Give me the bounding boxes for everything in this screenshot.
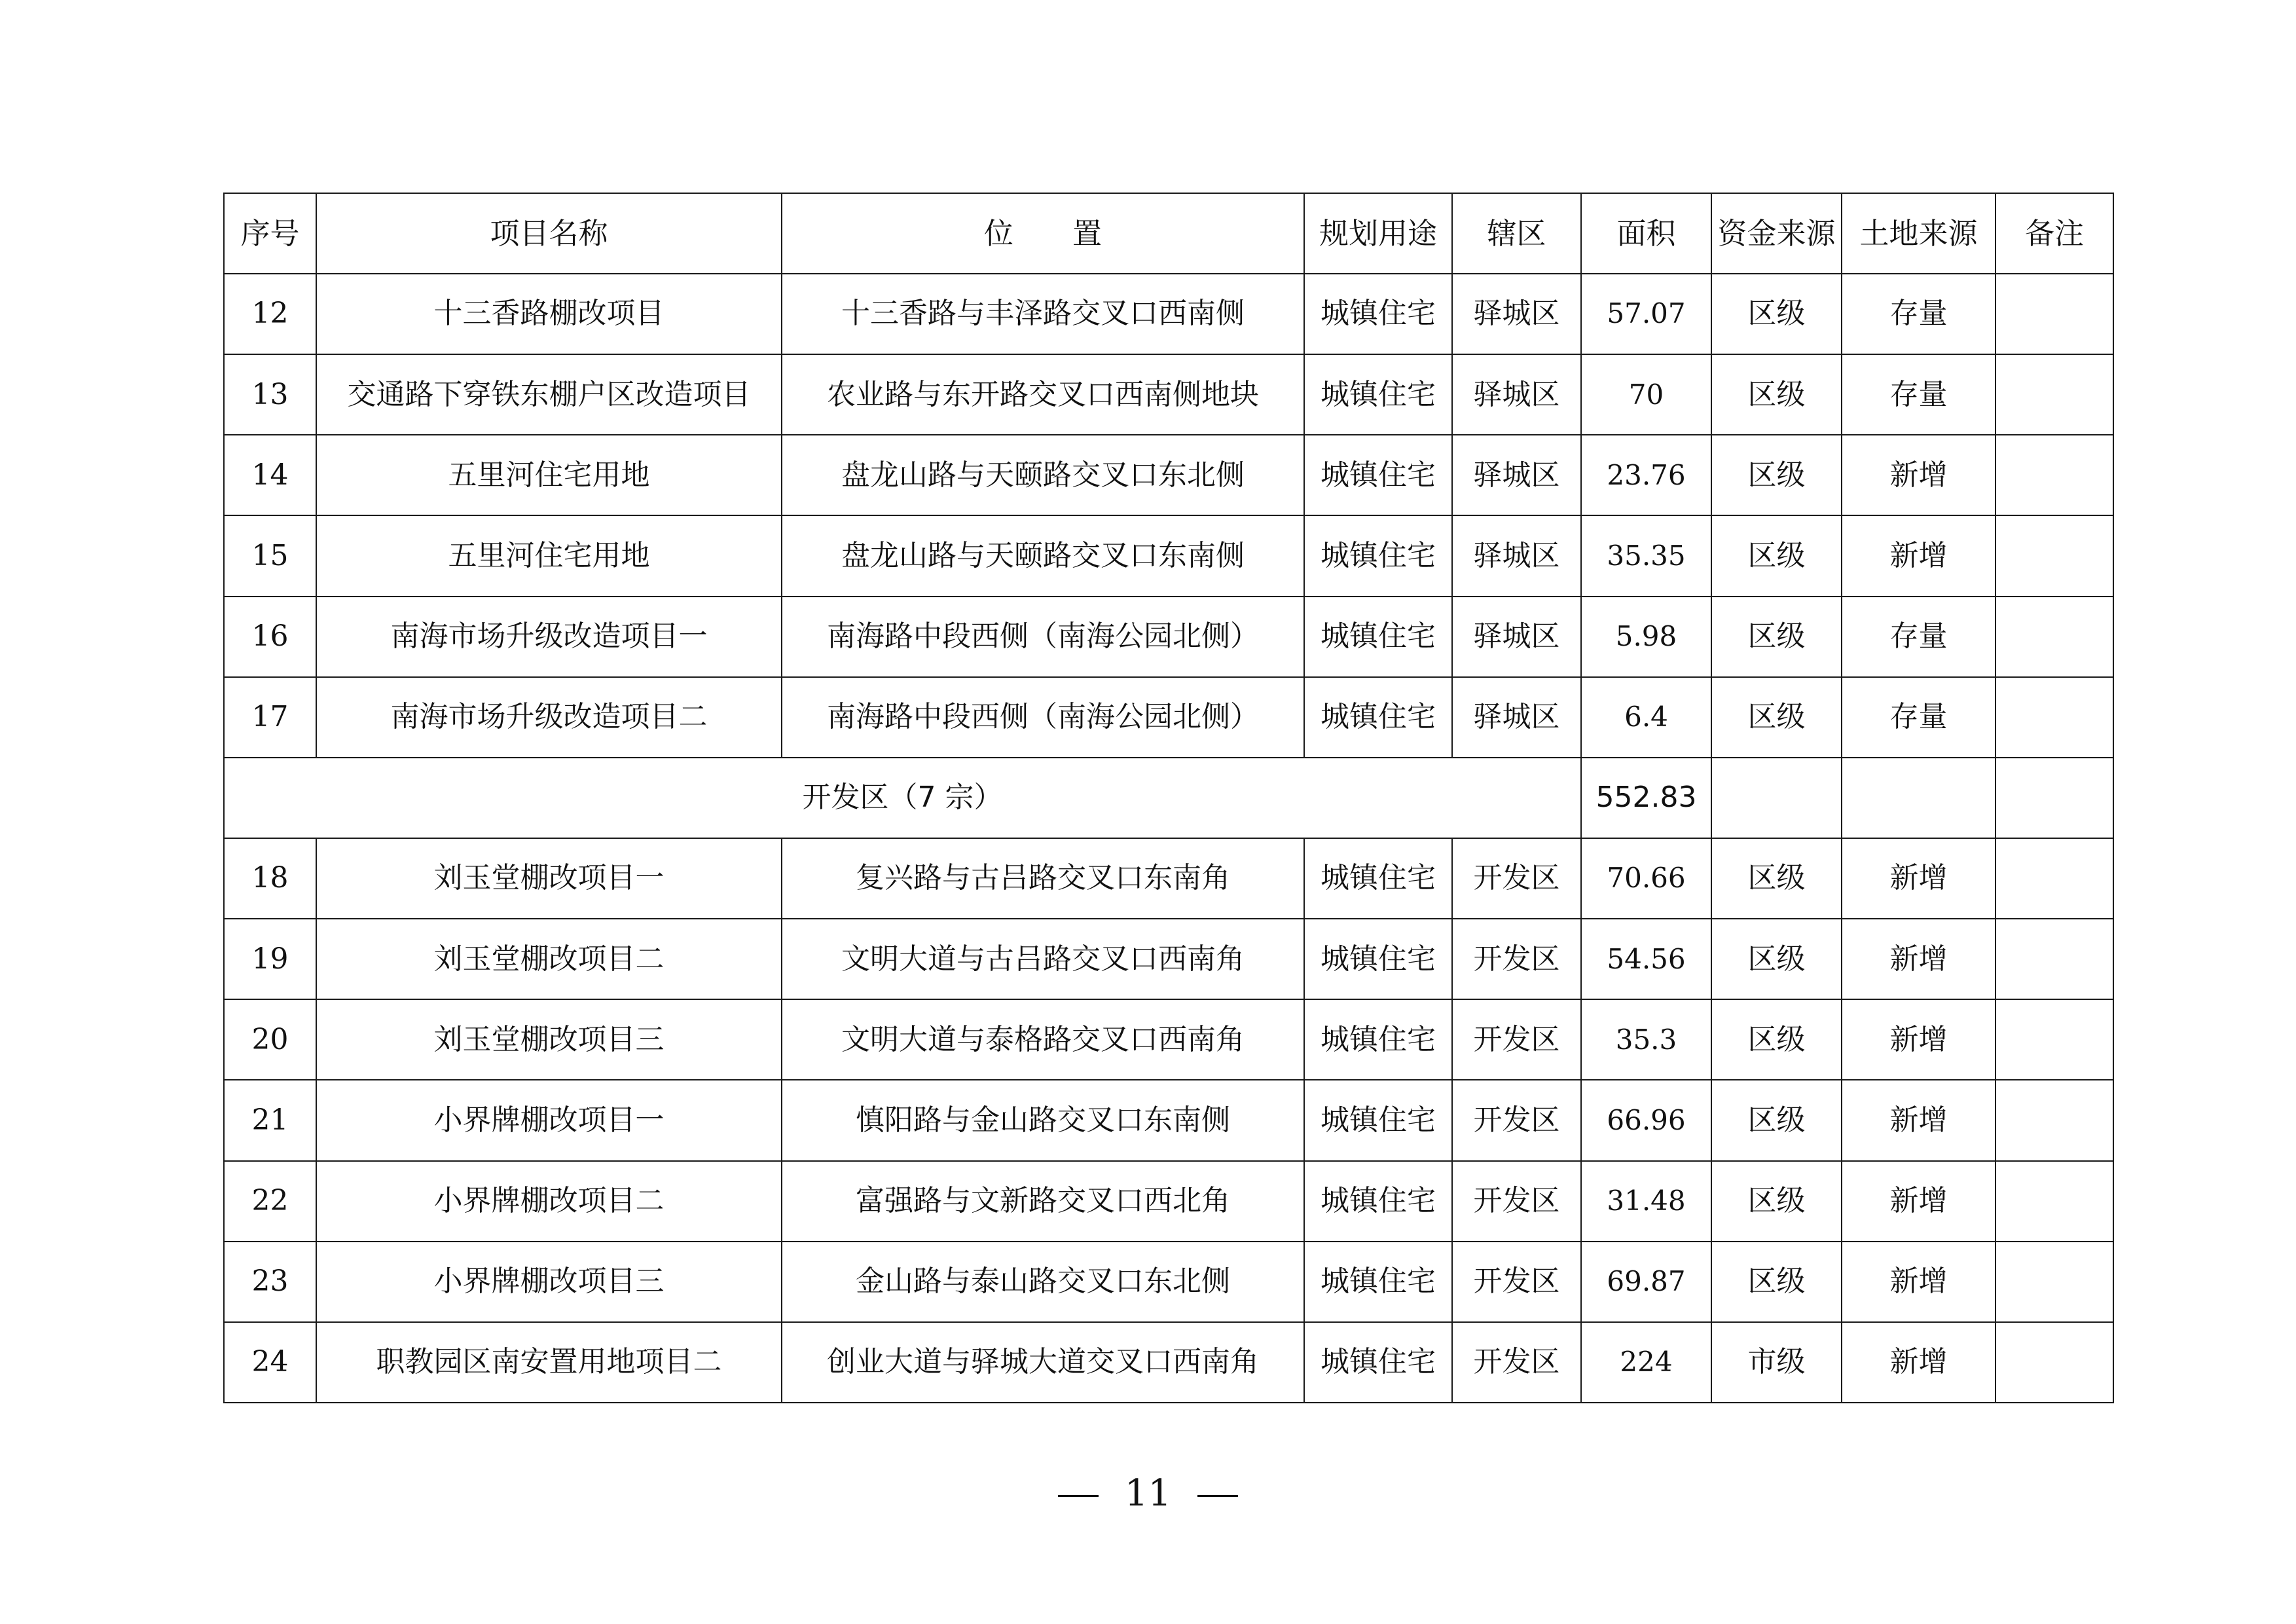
cell-remarks [1995, 435, 2113, 515]
cell-remarks [1995, 1080, 2113, 1160]
cell-remarks [1995, 1161, 2113, 1242]
cell-location: 慎阳路与金山路交叉口东南侧 [782, 1080, 1304, 1160]
cell-remarks [1995, 838, 2113, 919]
cell-location: 盘龙山路与天颐路交叉口东北侧 [782, 435, 1304, 515]
cell-fund-source: 区级 [1711, 597, 1842, 677]
cell-project-name: 交通路下穿铁东棚户区改造项目 [316, 354, 782, 435]
cell-land-source: 存量 [1842, 274, 1995, 354]
cell-project-name: 五里河住宅用地 [316, 435, 782, 515]
cell-district: 驿城区 [1452, 515, 1581, 596]
cell-district: 开发区 [1452, 919, 1581, 999]
cell-land-source: 新增 [1842, 515, 1995, 596]
cell-district: 开发区 [1452, 1242, 1581, 1322]
cell-area: 35.35 [1581, 515, 1711, 596]
cell-district: 驿城区 [1452, 677, 1581, 758]
cell-area: 5.98 [1581, 597, 1711, 677]
cell-land-source: 存量 [1842, 597, 1995, 677]
cell-planned-use: 城镇住宅 [1304, 515, 1452, 596]
cell-fund-source: 区级 [1711, 354, 1842, 435]
cell-remarks [1995, 1322, 2113, 1403]
cell-land-source: 新增 [1842, 1322, 1995, 1403]
subtotal-empty-land [1842, 758, 1995, 838]
cell-district: 开发区 [1452, 1161, 1581, 1242]
table-header-row [224, 193, 2113, 274]
cell-district: 驿城区 [1452, 354, 1581, 435]
cell-fund-source: 区级 [1711, 515, 1842, 596]
cell-land-source: 存量 [1842, 354, 1995, 435]
cell-area: 35.3 [1581, 999, 1711, 1080]
cell-no: 12 [224, 274, 316, 354]
cell-area: 224 [1581, 1322, 1711, 1403]
header-area: 面积 [1581, 193, 1711, 274]
table-row [224, 354, 2113, 435]
cell-location: 盘龙山路与天颐路交叉口东南侧 [782, 515, 1304, 596]
cell-remarks [1995, 597, 2113, 677]
cell-remarks [1995, 274, 2113, 354]
table-row [224, 1080, 2113, 1160]
table-row [224, 999, 2113, 1080]
cell-location: 复兴路与古吕路交叉口东南角 [782, 838, 1304, 919]
subtotal-row [224, 758, 2113, 838]
cell-no: 24 [224, 1322, 316, 1403]
cell-remarks [1995, 999, 2113, 1080]
cell-no: 13 [224, 354, 316, 435]
cell-remarks [1995, 354, 2113, 435]
header-no: 序号 [224, 193, 316, 274]
footer-dash-right [1197, 1495, 1238, 1497]
cell-project-name: 十三香路棚改项目 [316, 274, 782, 354]
cell-district: 开发区 [1452, 1080, 1581, 1160]
subtotal-body [224, 758, 2113, 838]
cell-project-name: 南海市场升级改造项目二 [316, 677, 782, 758]
cell-project-name: 刘玉堂棚改项目二 [316, 919, 782, 999]
cell-area: 6.4 [1581, 677, 1711, 758]
cell-location: 文明大道与泰格路交叉口西南角 [782, 999, 1304, 1080]
cell-planned-use: 城镇住宅 [1304, 435, 1452, 515]
cell-location: 金山路与泰山路交叉口东北侧 [782, 1242, 1304, 1322]
cell-district: 开发区 [1452, 838, 1581, 919]
cell-no: 18 [224, 838, 316, 919]
cell-area: 66.96 [1581, 1080, 1711, 1160]
cell-fund-source: 区级 [1711, 1242, 1842, 1322]
cell-fund-source: 区级 [1711, 435, 1842, 515]
cell-no: 21 [224, 1080, 316, 1160]
cell-fund-source: 区级 [1711, 274, 1842, 354]
cell-no: 20 [224, 999, 316, 1080]
cell-project-name: 小界牌棚改项目三 [316, 1242, 782, 1322]
land-plan-table [223, 193, 2114, 1403]
table-body-lower [224, 838, 2113, 1403]
cell-planned-use: 城镇住宅 [1304, 1242, 1452, 1322]
cell-remarks [1995, 677, 2113, 758]
header-planned-use: 规划用途 [1304, 193, 1452, 274]
cell-district: 开发区 [1452, 1322, 1581, 1403]
cell-planned-use: 城镇住宅 [1304, 999, 1452, 1080]
cell-area: 31.48 [1581, 1161, 1711, 1242]
cell-land-source: 新增 [1842, 1242, 1995, 1322]
subtotal-empty-fund [1711, 758, 1842, 838]
cell-planned-use: 城镇住宅 [1304, 1161, 1452, 1242]
table-row [224, 1242, 2113, 1322]
cell-area: 54.56 [1581, 919, 1711, 999]
header-district: 辖区 [1452, 193, 1581, 274]
cell-planned-use: 城镇住宅 [1304, 354, 1452, 435]
subtotal-label: 开发区（7 宗） [224, 758, 1581, 838]
cell-no: 16 [224, 597, 316, 677]
subtotal-empty-note [1995, 758, 2113, 838]
table-row [224, 515, 2113, 596]
cell-planned-use: 城镇住宅 [1304, 274, 1452, 354]
cell-no: 22 [224, 1161, 316, 1242]
cell-location: 十三香路与丰泽路交叉口西南侧 [782, 274, 1304, 354]
cell-area: 70.66 [1581, 838, 1711, 919]
cell-planned-use: 城镇住宅 [1304, 1080, 1452, 1160]
cell-project-name: 南海市场升级改造项目一 [316, 597, 782, 677]
cell-land-source: 新增 [1842, 919, 1995, 999]
cell-project-name: 小界牌棚改项目二 [316, 1161, 782, 1242]
header-location: 位 置 [782, 193, 1304, 274]
cell-planned-use: 城镇住宅 [1304, 838, 1452, 919]
cell-location: 农业路与东开路交叉口西南侧地块 [782, 354, 1304, 435]
cell-project-name: 五里河住宅用地 [316, 515, 782, 596]
cell-project-name: 小界牌棚改项目一 [316, 1080, 782, 1160]
table-row [224, 677, 2113, 758]
cell-location: 南海路中段西侧（南海公园北侧） [782, 677, 1304, 758]
cell-location: 文明大道与古吕路交叉口西南角 [782, 919, 1304, 999]
header-remarks: 备注 [1995, 193, 2113, 274]
cell-fund-source: 区级 [1711, 838, 1842, 919]
header-fund-source: 资金来源 [1711, 193, 1842, 274]
cell-location: 富强路与文新路交叉口西北角 [782, 1161, 1304, 1242]
cell-district: 驿城区 [1452, 274, 1581, 354]
cell-remarks [1995, 1242, 2113, 1322]
page-footer [0, 1472, 2296, 1515]
cell-planned-use: 城镇住宅 [1304, 1322, 1452, 1403]
cell-fund-source: 区级 [1711, 1161, 1842, 1242]
cell-location: 南海路中段西侧（南海公园北侧） [782, 597, 1304, 677]
cell-planned-use: 城镇住宅 [1304, 597, 1452, 677]
cell-land-source: 新增 [1842, 1080, 1995, 1160]
cell-planned-use: 城镇住宅 [1304, 677, 1452, 758]
cell-remarks [1995, 515, 2113, 596]
cell-area: 70 [1581, 354, 1711, 435]
table-row [224, 1161, 2113, 1242]
cell-fund-source: 市级 [1711, 1322, 1842, 1403]
cell-fund-source: 区级 [1711, 1080, 1842, 1160]
table-row [224, 838, 2113, 919]
cell-planned-use: 城镇住宅 [1304, 919, 1452, 999]
footer-dash-left [1058, 1495, 1099, 1497]
cell-land-source: 新增 [1842, 838, 1995, 919]
cell-no: 23 [224, 1242, 316, 1322]
cell-fund-source: 区级 [1711, 999, 1842, 1080]
table-body-upper [224, 274, 2113, 758]
table-row [224, 597, 2113, 677]
table-row [224, 435, 2113, 515]
cell-district: 驿城区 [1452, 435, 1581, 515]
cell-project-name: 刘玉堂棚改项目一 [316, 838, 782, 919]
table-row [224, 919, 2113, 999]
cell-remarks [1995, 919, 2113, 999]
cell-land-source: 存量 [1842, 677, 1995, 758]
cell-land-source: 新增 [1842, 999, 1995, 1080]
cell-no: 19 [224, 919, 316, 999]
cell-land-source: 新增 [1842, 435, 1995, 515]
cell-district: 驿城区 [1452, 597, 1581, 677]
cell-no: 15 [224, 515, 316, 596]
subtotal-area: 552.83 [1581, 758, 1711, 838]
cell-area: 57.07 [1581, 274, 1711, 354]
cell-fund-source: 区级 [1711, 677, 1842, 758]
table-row [224, 1322, 2113, 1403]
cell-fund-source: 区级 [1711, 919, 1842, 999]
cell-area: 23.76 [1581, 435, 1711, 515]
cell-land-source: 新增 [1842, 1161, 1995, 1242]
cell-no: 17 [224, 677, 316, 758]
header-project-name: 项目名称 [316, 193, 782, 274]
page-number: 11 [1124, 1472, 1172, 1515]
header-land-source: 土地来源 [1842, 193, 1995, 274]
cell-location: 创业大道与驿城大道交叉口西南角 [782, 1322, 1304, 1403]
cell-no: 14 [224, 435, 316, 515]
cell-area: 69.87 [1581, 1242, 1711, 1322]
cell-project-name: 刘玉堂棚改项目三 [316, 999, 782, 1080]
cell-district: 开发区 [1452, 999, 1581, 1080]
cell-project-name: 职教园区南安置用地项目二 [316, 1322, 782, 1403]
table-row [224, 274, 2113, 354]
